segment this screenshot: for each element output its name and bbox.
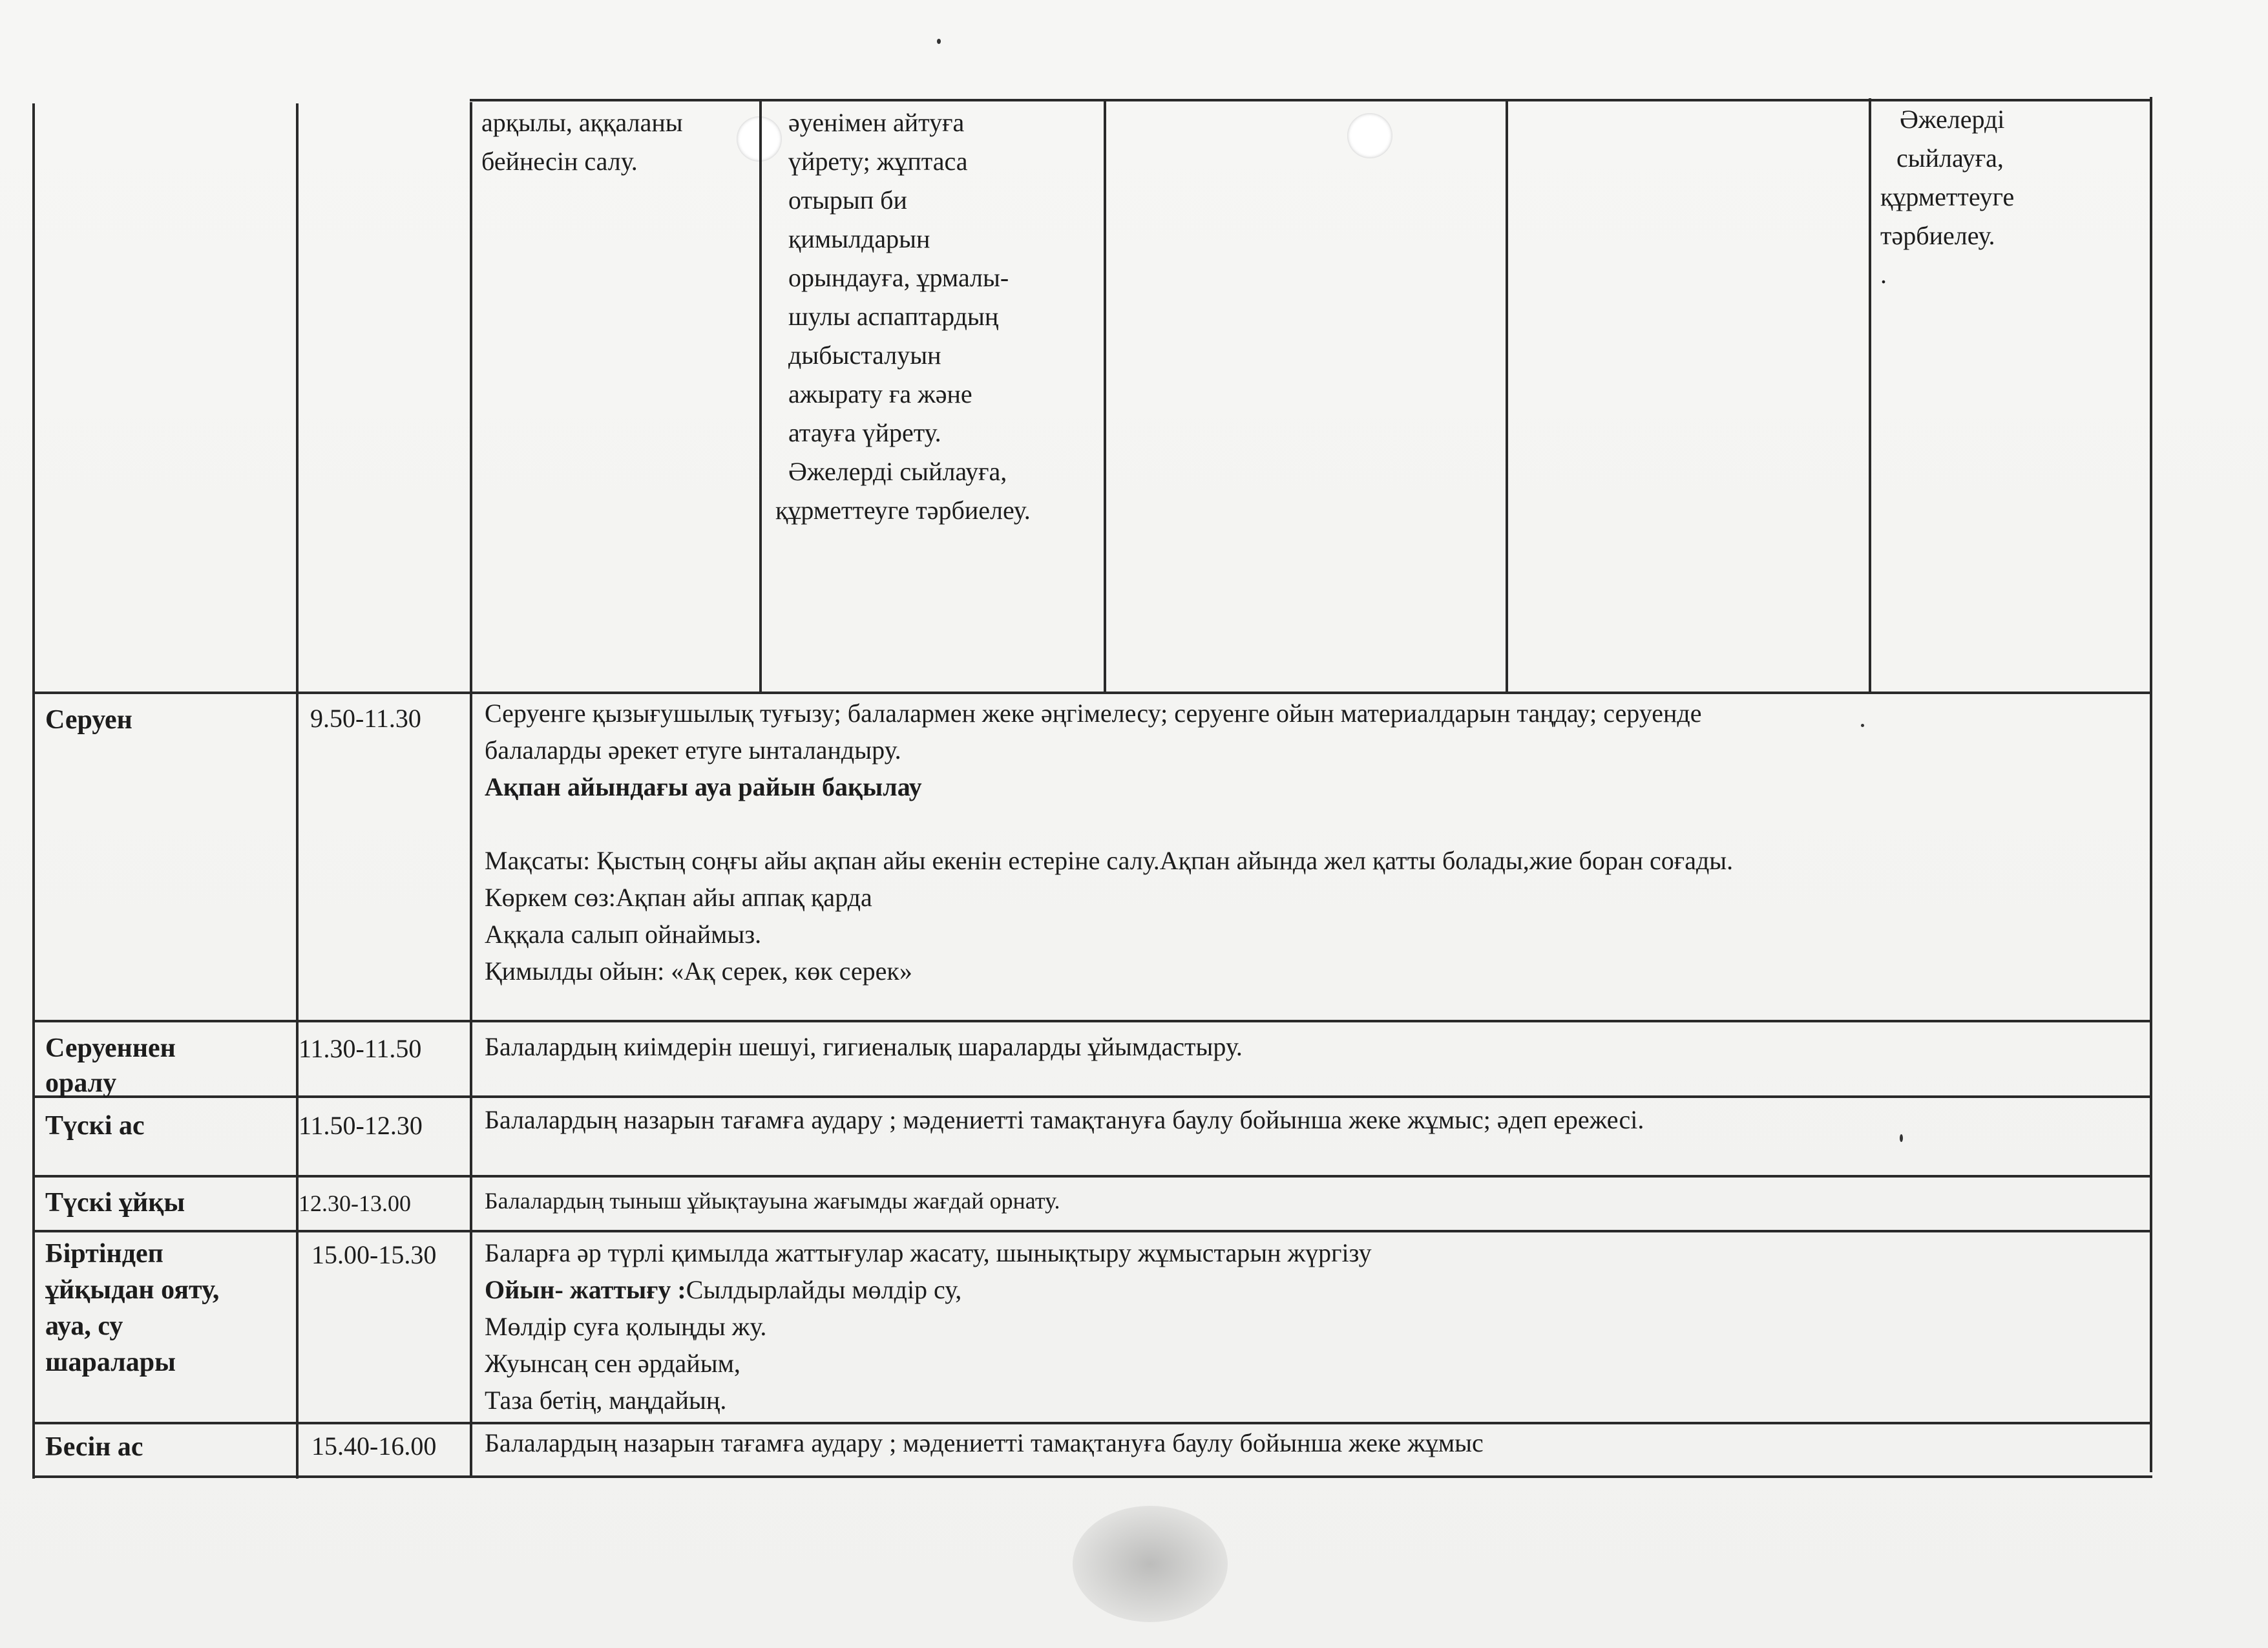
table-border bbox=[1104, 100, 1106, 693]
label-line: оралу bbox=[45, 1068, 117, 1098]
table-border bbox=[470, 102, 472, 1477]
scan-speck bbox=[1861, 724, 1864, 727]
content-line: Жуынсаң сен әрдайым, bbox=[485, 1349, 740, 1378]
content-line: Балалардың киімдерін шешуі, гигиеналық шараларды ұйымдастыру. bbox=[485, 1032, 1243, 1061]
label-line: Біртіндеп bbox=[45, 1239, 163, 1269]
cell-line: бейнесін салу. bbox=[481, 147, 638, 176]
table-border bbox=[32, 1020, 2152, 1022]
label-line: шаралары bbox=[45, 1347, 176, 1377]
punch-hole bbox=[1347, 113, 1392, 158]
scan-speck bbox=[937, 39, 941, 44]
content-line bbox=[485, 1271, 1372, 1308]
content-line bbox=[485, 805, 1733, 842]
table-border bbox=[32, 692, 2152, 694]
content-line: Қимылды ойын: «Ақ серек, көк серек» bbox=[485, 956, 912, 986]
row-content bbox=[485, 1424, 1484, 1463]
cell-text bbox=[1880, 100, 2014, 294]
table-border bbox=[32, 1475, 2152, 1478]
cell-text bbox=[775, 103, 1031, 530]
content-line: Балалардың тыныш ұйықтауына жағымды жағдай орнату. bbox=[485, 1188, 1060, 1214]
content-line: Балалардың назарын тағамға аудару ; мәдениетті тамақтануға баулу бойынша жеке жұмыс; әдеп ережесі. bbox=[485, 1105, 1644, 1134]
cell-line: қимылдарын bbox=[788, 224, 930, 253]
table-border bbox=[32, 1230, 2152, 1232]
row-label bbox=[45, 1428, 143, 1466]
table-border bbox=[296, 103, 299, 1479]
table-border bbox=[1869, 98, 1871, 692]
table-border bbox=[32, 1175, 2152, 1178]
cell-line: атауға үйрету. bbox=[788, 418, 941, 447]
row-content bbox=[485, 695, 1733, 989]
cell-line: үйрету; жұптаса bbox=[788, 147, 968, 176]
content-text: Сылдырлайды мөлдір су, bbox=[686, 1275, 962, 1304]
cell-line: сыйлауға, bbox=[1896, 143, 2004, 173]
content-line: балаларды әрекет етуге ынталандыру. bbox=[485, 735, 901, 765]
cell-line: отырып би bbox=[788, 185, 907, 215]
row-time: 11.50-12.30 bbox=[299, 1111, 423, 1140]
row-content bbox=[485, 1181, 1060, 1220]
table-border bbox=[1506, 100, 1508, 693]
table-border bbox=[32, 1095, 2152, 1098]
cell-line: тәрбиелеу. bbox=[1880, 221, 1995, 250]
cell-line: құрметтеуге тәрбиелеу. bbox=[775, 496, 1031, 525]
cell-line: шулы аспаптардың bbox=[788, 302, 999, 331]
table-border bbox=[759, 101, 762, 694]
cell-line: әуенімен айтуға bbox=[788, 108, 965, 137]
content-line: Баларға әр түрлі қимылда жаттығулар жасату, шынықтыру жұмыстарын жүргізу bbox=[485, 1238, 1372, 1267]
row-time: 12.30-13.00 bbox=[299, 1190, 411, 1216]
cell-line: арқылы, аққаланы bbox=[481, 108, 683, 137]
label-line: Бесін ас bbox=[45, 1432, 143, 1462]
content-line: Мөлдір суға қолыңды жу. bbox=[485, 1312, 767, 1341]
label-line: ауа, су bbox=[45, 1311, 123, 1341]
scan-speck bbox=[1900, 1134, 1903, 1142]
cell-text bbox=[481, 103, 683, 181]
cell-line: ажырату ға және bbox=[788, 379, 972, 408]
row-label bbox=[45, 1236, 219, 1380]
row-label bbox=[45, 1184, 185, 1221]
cell-line: дыбысталуын bbox=[788, 341, 941, 370]
label-line: Түскі ұйқы bbox=[45, 1188, 185, 1218]
row-time: 15.40-16.00 bbox=[311, 1431, 437, 1461]
row-content bbox=[485, 1028, 1243, 1066]
row-label bbox=[45, 1031, 176, 1101]
table-border bbox=[2150, 97, 2152, 1472]
content-line: Серуенге қызығушылық туғызу; балалармен жеке әңгімелесу; серуенге ойын материалдарын таңдау; серуенде bbox=[485, 699, 1702, 728]
label-line: Серуеннен bbox=[45, 1033, 176, 1063]
label-line: Түскі ас bbox=[45, 1111, 145, 1141]
scan-smudge bbox=[1073, 1506, 1228, 1622]
label-line: ұйқыдан ояту, bbox=[45, 1275, 220, 1305]
label-line: Серуен bbox=[45, 705, 132, 735]
content-line: Таза бетің, маңдайың. bbox=[485, 1386, 727, 1415]
row-time: 9.50-11.30 bbox=[310, 704, 421, 733]
row-time: 15.00-15.30 bbox=[311, 1240, 437, 1269]
row-content bbox=[485, 1234, 1372, 1419]
row-label bbox=[45, 1107, 145, 1145]
content-line: Көркем сөз:Ақпан айы аппақ қарда bbox=[485, 883, 872, 912]
cell-line: . bbox=[1880, 260, 1887, 289]
cell-line: құрметтеуге bbox=[1880, 182, 2015, 211]
cell-line: Әжелерді bbox=[1900, 105, 2005, 134]
content-prefix: Ойын- жаттығу : bbox=[485, 1275, 686, 1304]
row-time: 11.30-11.50 bbox=[299, 1034, 422, 1063]
cell-line: Әжелерді сыйлауға, bbox=[788, 457, 1007, 486]
content-line: Ақпан айындағы ауа райын бақылау bbox=[485, 772, 922, 801]
row-label bbox=[45, 701, 132, 739]
table-border bbox=[32, 103, 35, 1479]
content-line: Аққала салып ойнаймыз. bbox=[485, 920, 762, 949]
content-line: Балалардың назарын тағамға аудару ; мәдениетті тамақтануға баулу бойынша жеке жұмыс bbox=[485, 1428, 1484, 1457]
content-line: Мақсаты: Қыстың соңғы айы ақпан айы екенін естеріне салу.Ақпан айында жел қатты болады,жие боран соғады. bbox=[485, 846, 1734, 875]
cell-line: орындауға, ұрмалы- bbox=[788, 263, 1009, 292]
row-content bbox=[485, 1101, 1644, 1139]
